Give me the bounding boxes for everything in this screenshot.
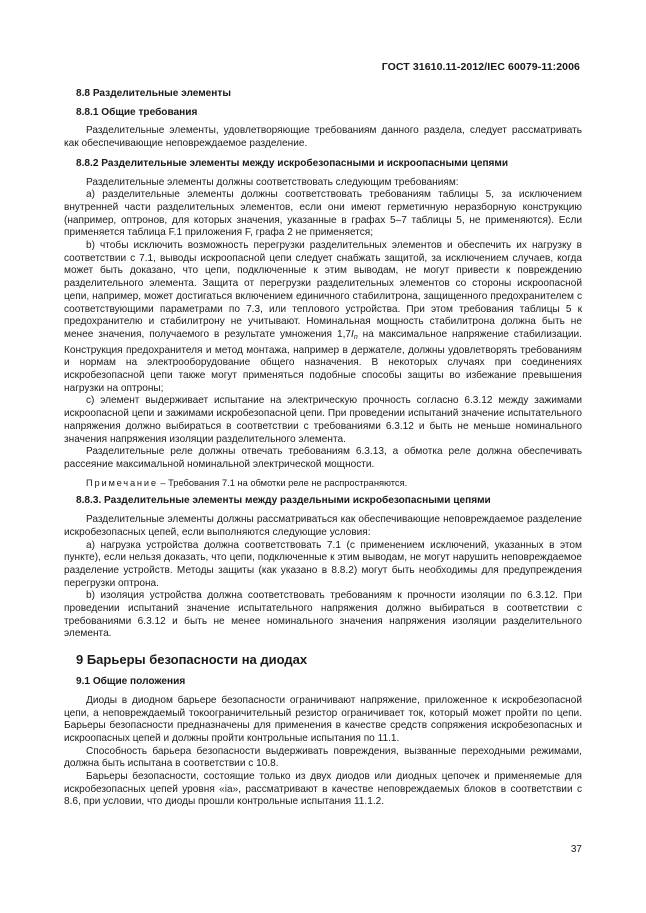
paragraph: Разделительные элементы должны рассматриваться как обеспечивающие неповреждаемое разделение искробезопасных цепей, если выполняются следующие условия: (64, 514, 582, 538)
paragraph: Разделительные элементы, удовлетворяющие требованиям данного раздела, следует рассматривать как обеспечивающие неповреждаемое разделение. (64, 125, 582, 150)
document-code: ГОСТ 31610.11-2012/IEC 60079-11:2006 (381, 61, 580, 73)
paragraph: Разделительные элементы должны соответствовать следующим требованиям: (86, 176, 459, 188)
current-subscript: n (353, 333, 358, 341)
paragraph: Диоды в диодном барьере безопасности ограничивают напряжение, приложенное к искробезопасной цепи, а неповреждаемый токоограничительный резистор ограничивает ток, который может пройти по цепи. Барьеры безопасности предназначены для применения в качестве средств сопряжения искробезопасных и искроопасных цепей и должны пройти контрольные испытания по 11.1. (64, 694, 582, 744)
section-8-8-3-heading: 8.8.3. Разделительные элементы между раздельными искробезопасными цепями (76, 495, 491, 507)
paragraph: Барьеры безопасности, состоящие только из двух диодов или диодных цепочек и применяемые для искробезопасных цепей уровня «ia», рассматривают в качестве неповреждаемых блоков в соответствии с 8.6, при условии, что диоды прошли контрольные испытания 11.1.2. (64, 771, 582, 808)
section-8-8-1-heading: 8.8.1 Общие требования (76, 106, 198, 118)
list-item-b (64, 240, 582, 395)
paragraph: Способность барьера безопасности выдерживать повреждения, вызванные переходными режимами, должна быть испытана в соответствии с 10.8. (64, 745, 582, 770)
note-label: Примечание (86, 477, 158, 488)
list-item-a: а) разделительные элементы должны соответствовать требованиям таблицы 5, за исключением внутренней части разделительных элементов, если они имеют герметичную неразборную конструкцию (например, оптронов, для которых значения, указанные в графах 5–7 таблицы 5, не применяются). Если применяется таблица F.1 приложения F, графа 2 не применяется; (64, 189, 582, 239)
paragraph: Разделительные реле должны отвечать требованиям 6.3.13, а обмотка реле должна обеспечивать рассеяние максимальной номинальной электрической мощности. (64, 446, 582, 470)
list-item-c: с) элемент выдерживает испытание на электрическую прочность согласно 6.3.12 между зажимами искроопасной цепи и зажимами искробезопасной цепи. При проведении испытаний значение испытательного напряжения должно выбираться в соответствии с требованиями 6.3.12 и быть не меньше номинального значения напряжения изоляции разделительного элемента. (64, 395, 582, 445)
section-9-heading: 9 Барьеры безопасности на диодах (76, 652, 308, 668)
list-item-b: b) изоляция устройства должна соответствовать требованиям к прочности изоляции по 6.3.12. При проведении испытаний значение испытательного напряжения должно выбираться в соответствии с требованиями 6.3.12 и быть не менее номинального значения напряжения изоляции разделительного элемента. (64, 590, 582, 640)
list-item-b-part1: b) чтобы исключить возможность перегрузки разделительных элементов и обеспечить их нагрузку в соответствии с 7.1, выводы искроопасной цепи следует снабжать защитой, за исключением случаев, когда может быть доказано, что цепи, подключенные к этим выводам, не могут привести к повреждению разделительного элемента. Защита от перегрузки разделительных элементов со стороны искроопасной цепи, например, может достигаться включением единичного стабилитрона, защищенного предохранителем с соответствующими параметрами по 7.3, или теплового устройства. При этом требования таблицы 5 к предохранителю и стабилитрону не учитывают. Номинальная мощность стабилитрона должна быть не менее значения, получаемого в результате умножения 1,7 (64, 240, 582, 340)
list-item-a: а) нагрузка устройства должна соответствовать 7.1 (с применением исключений, указанных в этом пункте), если нельзя доказать, что цепи, подключенные к этим выводам, не могут нарушить неповреждаемое разделение устройств. Методы защиты (как указано в 8.8.2) могут быть необходимы для предупреждения перегрузки оптрона. (64, 539, 582, 589)
section-8-8-2-heading: 8.8.2 Разделительные элементы между искробезопасными и искроопасными цепями (76, 157, 509, 169)
note-text: – Требования 7.1 на обмотки реле не распространяются. (157, 477, 408, 488)
section-9-1-heading: 9.1 Общие положения (76, 676, 186, 688)
current-symbol: I (351, 328, 354, 340)
list-item-b-part2: на максимальное напряжение стабилизации. Конструкция предохранителя и метод монтажа, например в держателе, должны удовлетворять требованиям и нормам на электрооборудование общего назначения. В некоторых случаях при соединениях искробезопасной цепи также могут применяться подобные способы защиты во избежание превышения нагрузки на оптроны; (64, 328, 582, 394)
page-number: 37 (570, 844, 582, 855)
section-8-8-heading: 8.8 Разделительные элементы (76, 88, 231, 99)
page-body (64, 88, 582, 809)
note (64, 477, 582, 490)
